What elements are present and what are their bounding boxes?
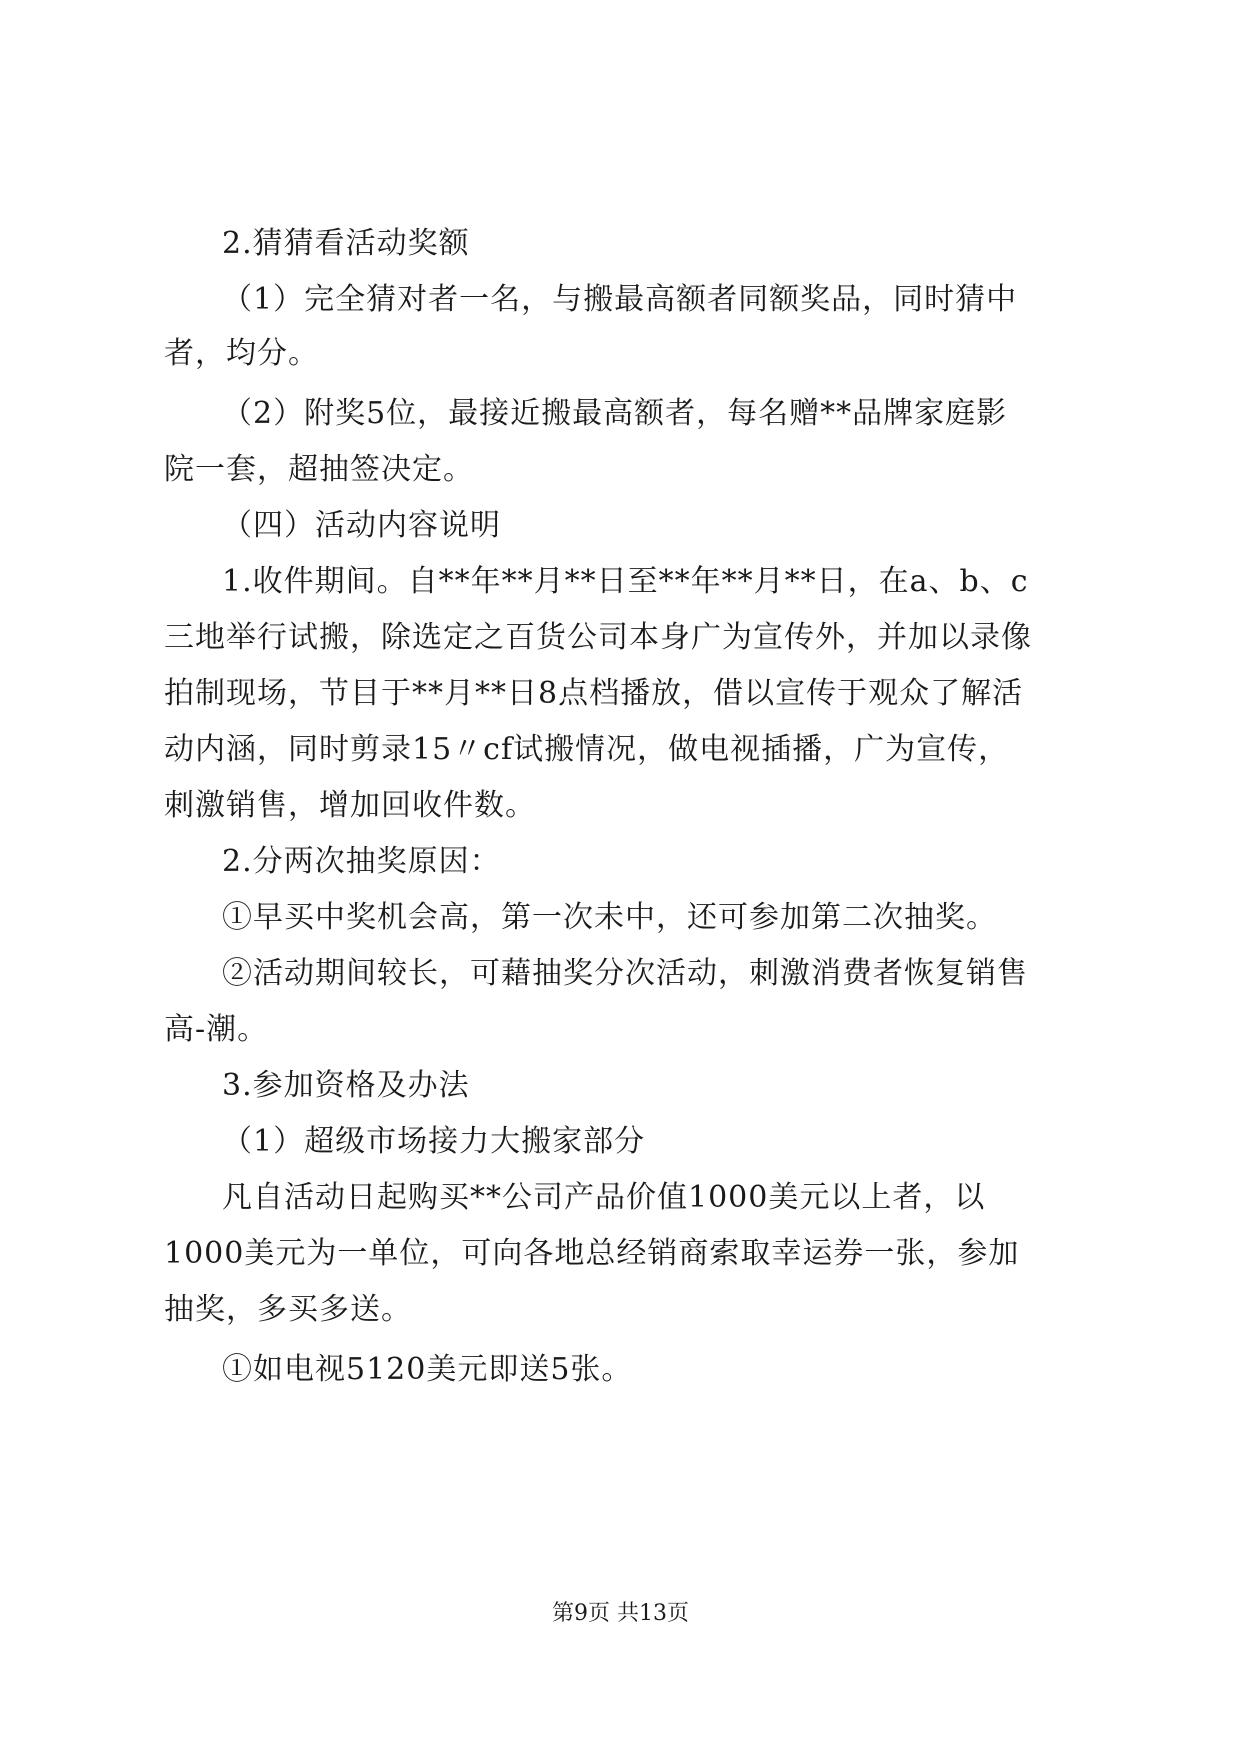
text-line: 者，均分。 [164,336,319,371]
text-line: （1）超级市场接力大搬家部分 [222,1124,646,1159]
text-line: 3.参加资格及办法 [222,1068,470,1103]
text-line: 2.猜猜看活动奖额 [222,226,470,261]
text-line: ①如电视5120美元即送5张。 [222,1352,633,1387]
text-line: （2）附奖5位，最接近搬最高额者，每名赠**品牌家庭影 [222,396,1008,431]
text-line: 抽奖，多买多送。 [164,1292,412,1327]
text-line: 2.分两次抽奖原因： [222,844,501,879]
text-line: 动内涵，同时剪录15〃cf试搬情况，做电视插播，广为宣传， [164,732,1010,767]
text-line: 院一套，超抽签决定。 [164,452,474,487]
text-line: 凡自活动日起购买**公司产品价值1000美元以上者，以 [222,1180,986,1215]
text-line: ①早买中奖机会高，第一次未中，还可参加第二次抽奖。 [222,900,997,935]
page-number-footer: 第9页 共13页 [552,1601,689,1626]
section-heading: （四）活动内容说明 [222,508,501,543]
text-line: 三地举行试搬，除选定之百货公司本身广为宣传外，并加以录像 [164,620,1032,655]
text-line: 拍制现场，节目于**月**日8点档播放，借以宣传于观众了解活 [164,676,1024,711]
text-line: 高-潮。 [164,1012,269,1047]
text-line: 1000美元为一单位，可向各地总经销商索取幸运券一张，参加 [164,1236,1020,1271]
text-line: （1）完全猜对者一名，与搬最高额者同额奖品，同时猜中 [222,282,1018,317]
text-line: 刺激销售，增加回收件数。 [164,788,536,823]
text-line: ②活动期间较长，可藉抽奖分次活动，刺激消费者恢复销售 [222,956,1028,991]
text-line: 1.收件期间。自**年**月**日至**年**月**日，在a、b、c [222,564,1029,599]
